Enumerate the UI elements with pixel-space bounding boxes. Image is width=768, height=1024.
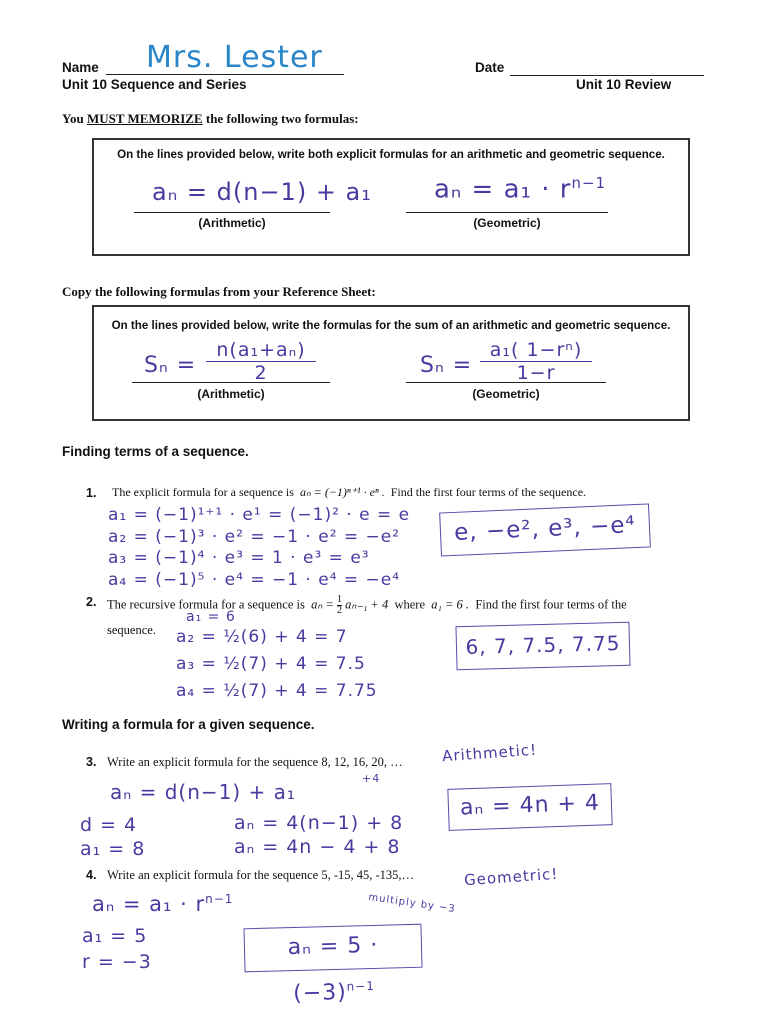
arithmetic-sum-denominator: 2 — [254, 362, 268, 384]
q4-prompt: Write an explicit formula for the sequence 5, -15, 45, -135,… — [107, 868, 415, 882]
section-writing-formula-heading: Writing a formula for a given sequence. — [62, 717, 315, 732]
q4-number: 4. — [86, 868, 97, 882]
q3-work-formula: aₙ = d(n−1) + a₁ — [110, 780, 296, 804]
name-value: Mrs. Lester — [146, 40, 323, 75]
q3-work-line: d = 4 — [80, 814, 138, 836]
geometric-sum-denominator: 1−r — [516, 362, 556, 384]
explicit-formula-box — [92, 138, 690, 256]
q4-answer-box: $a_n = 5 \cdot (-3)^{n-1}$ — [243, 924, 422, 973]
arithmetic-explicit-label: (Arithmetic) — [198, 216, 266, 230]
unit-review: Unit 10 Review — [576, 77, 672, 92]
q4-work-givens — [82, 923, 152, 975]
geometric-sum-label: (Geometric) — [472, 387, 540, 401]
arithmetic-explicit-line — [134, 212, 330, 213]
arithmetic-explicit-answer: aₙ = d(n−1) + a₁ — [152, 178, 372, 206]
q3-work-givens — [80, 813, 145, 861]
arithmetic-sum-label: (Arithmetic) — [197, 387, 265, 401]
q1-prompt: The explicit formula for a sequence is aₙ = (−1)ⁿ⁺¹ · eⁿ . Find the first four terms of the sequence. — [112, 485, 587, 499]
arithmetic-sum-fraction — [206, 339, 316, 384]
arithmetic-sum-numerator: n(a₁+aₙ) — [206, 339, 316, 362]
q2-formula-fraction: $\frac{1}{2}$ — [337, 594, 342, 616]
unit-title: Unit 10 Sequence and Series — [62, 77, 247, 92]
q3-difference-note: +4 — [362, 772, 381, 785]
sum-formula-box — [92, 305, 690, 421]
arithmetic-sum-line — [132, 382, 330, 383]
sum-box-instruction: On the lines provided below, write the formulas for the sum of an arithmetic and geometric sequence. — [111, 319, 671, 332]
q1-work — [108, 505, 410, 591]
q1-work-line: a₂ = (−1)³ · e² = −1 · e² = −e² — [108, 526, 401, 547]
q2-number: 2. — [86, 595, 97, 609]
q2-work-line: a₁ = 6 — [186, 609, 236, 625]
q3-note: Arithmetic! — [441, 740, 538, 766]
geometric-explicit-line — [406, 212, 608, 213]
copy-intro: Copy the following formulas from your Reference Sheet: — [62, 284, 376, 299]
date-line — [510, 75, 704, 76]
q1-number: 1. — [86, 486, 97, 500]
q1-work-line: a₄ = (−1)⁵ · e⁴ = −1 · e⁴ = −e⁴ — [108, 569, 401, 590]
date-label: Date — [475, 60, 505, 75]
name-label: Name — [62, 60, 99, 75]
geometric-sum-fraction — [480, 339, 592, 384]
q2-work-line: a₄ = ½(7) + 4 = 7.75 — [176, 681, 378, 701]
q1-answer-box: e, −e², e³, −e⁴ — [439, 503, 651, 556]
q1-work-line: a₃ = (−1)⁴ · e³ = 1 · e³ = e³ — [108, 548, 370, 568]
q2-work — [176, 624, 378, 705]
q3-work-line: aₙ = 4(n−1) + 8 — [234, 812, 404, 834]
q3-work-line: a₁ = 8 — [80, 838, 146, 860]
q4-ratio-note: multiply by −3 — [367, 891, 457, 916]
q2-work-line: a₂ = ½(6) + 4 = 7 — [176, 627, 348, 647]
explicit-box-instruction: On the lines provided below, write both explicit formulas for an arithmetic and geometric sequence. — [117, 148, 665, 161]
q4-note: Geometric! — [463, 864, 559, 890]
q2-work-line: a₃ = ½(7) + 4 = 7.5 — [176, 654, 366, 674]
q3-work-substitution — [234, 811, 403, 859]
geometric-explicit-answer: $a_n = a_1 \cdot r^{n-1}$ — [434, 174, 607, 205]
geometric-sum-line — [406, 382, 606, 383]
q1-formula: aₙ = (−1)ⁿ⁺¹ · eⁿ . — [299, 485, 385, 499]
q1-work-line: a₁ = (−1)¹⁺¹ · e¹ = (−1)² · e = e — [108, 505, 411, 525]
q4-work-line: a₁ = 5 — [82, 925, 148, 947]
section-finding-terms-heading: Finding terms of a sequence. — [62, 444, 249, 459]
geometric-sum-lhs: Sₙ = — [420, 353, 473, 378]
q4-work-formula: $a_n = a_1 \cdot r^{n-1}$ — [92, 892, 234, 916]
arithmetic-sum-lhs: Sₙ = — [144, 353, 197, 378]
q2-answer-box: 6, 7, 7.5, 7.75 — [455, 622, 630, 671]
q2-prompt-cont: sequence. — [107, 623, 156, 637]
q3-number: 3. — [86, 755, 97, 769]
q2-prompt: The recursive formula for a sequence is aₙ = $\frac{1}{2}$ aₙ₋₁ + 4 where a₁ = 6 . Find the first four terms of the — [107, 594, 627, 616]
geometric-sum-numerator: a₁( 1−rⁿ) — [480, 339, 592, 362]
memorize-intro: You MUST MEMORIZE the following two formulas: — [62, 111, 359, 126]
q3-work-line: aₙ = 4n − 4 + 8 — [234, 836, 401, 858]
q4-work-line: r = −3 — [82, 951, 152, 973]
q3-answer-box: aₙ = 4n + 4 — [447, 783, 612, 831]
geometric-explicit-label: (Geometric) — [473, 216, 541, 230]
q3-prompt: Write an explicit formula for the sequence 8, 12, 16, 20, … — [107, 755, 403, 769]
